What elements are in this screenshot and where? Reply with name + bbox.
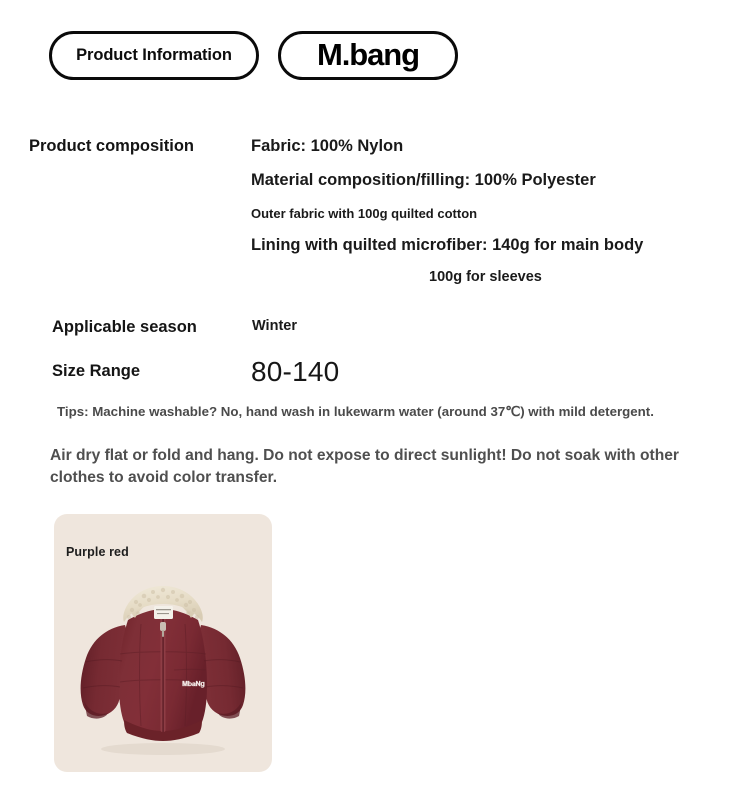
composition-material-value: Material composition/filling: 100% Polyester [251,171,596,189]
season-label: Applicable season [52,318,197,336]
product-information-pill[interactable] [49,31,259,80]
composition-outer-fabric-value: Outer fabric with 100g quilted cotton [251,206,478,221]
composition-fabric-value: Fabric: 100% Nylon [251,137,404,155]
care-instructions-text: Air dry flat or fold and hang. Do not expose to direct sunlight! Do not soak with other clothes to avoid color transfer. [50,447,679,487]
brand-logo-pill[interactable] [278,31,458,80]
svg-text:𝐌𝐛𝐚𝐍𝐠: 𝐌𝐛𝐚𝐍𝐠 [182,681,205,688]
season-value: Winter [252,318,297,334]
brand-logo-label: M.bang [317,37,419,72]
product-color-card[interactable] [54,514,272,772]
product-color-name: Purple red [66,545,129,559]
size-range-value: 80-140 [251,356,340,387]
composition-label: Product composition [29,137,194,155]
composition-lining-value: Lining with quilted microfiber: 140g for main body [251,236,644,254]
product-jacket-image [62,562,264,762]
composition-sleeves-value: 100g for sleeves [429,269,542,285]
care-tips-text: Tips: Machine washable? No, hand wash in lukewarm water (around 37℃) with mild detergent. [57,404,654,419]
product-information-label: Product Information [76,46,232,64]
page-header [49,31,458,80]
size-range-label: Size Range [52,362,141,380]
